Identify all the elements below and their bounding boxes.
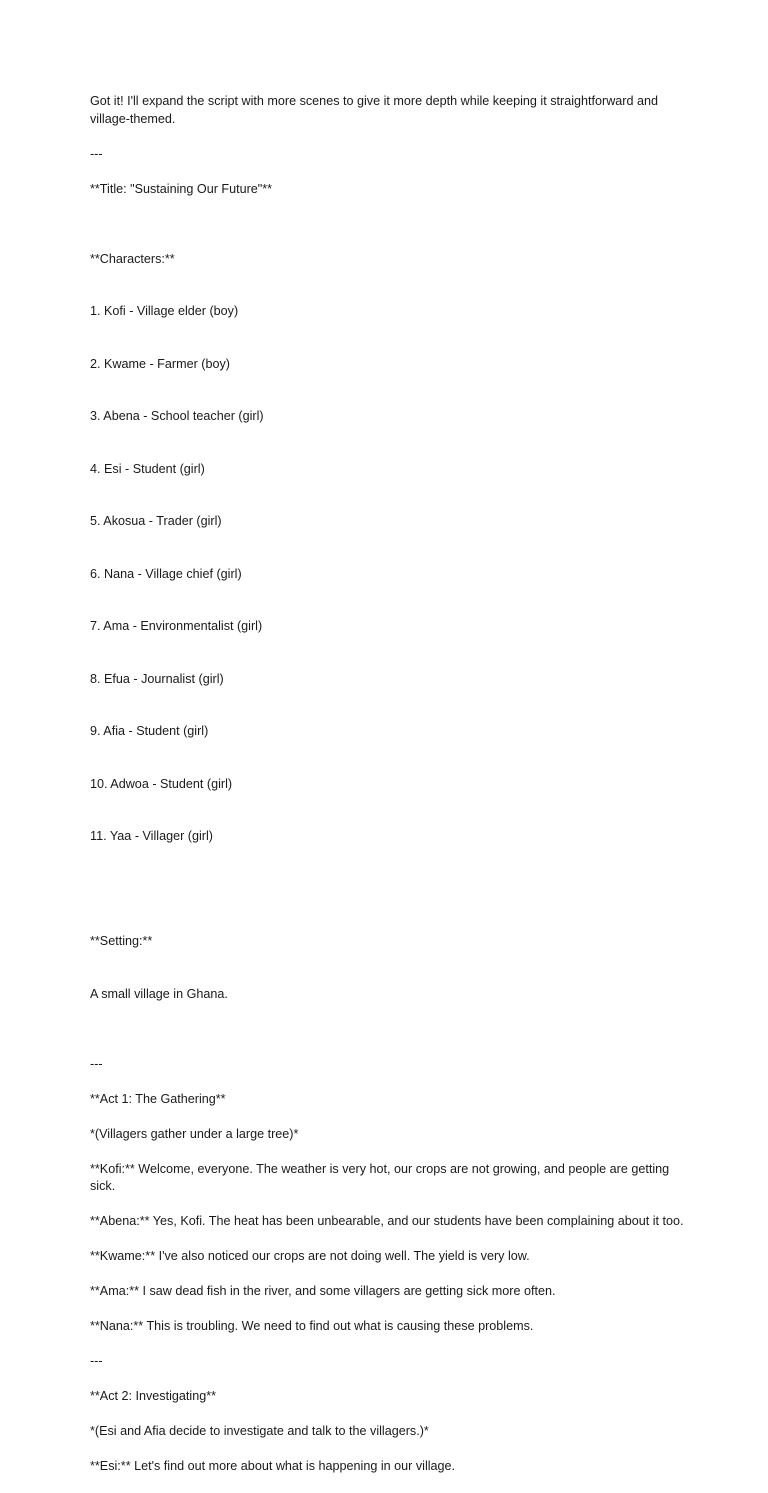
character-item: 5. Akosua - Trader (girl) (90, 514, 222, 528)
character-item: 1. Kofi - Village elder (boy) (90, 304, 239, 318)
characters-heading: **Characters:** (90, 251, 175, 266)
character-item: 6. Nana - Village chief (girl) (90, 566, 242, 581)
separator: --- (90, 1354, 103, 1368)
setting-text: A small village in Ghana. (90, 986, 228, 1001)
character-item: 7. Ama - Environmentalist (girl) (90, 619, 263, 633)
act1-heading: **Act 1: The Gathering** (90, 1091, 226, 1106)
act2-stage-direction: *(Esi and Afia decide to investigate and talk to the villagers.)* (90, 1424, 429, 1438)
character-item: 8. Efua - Journalist (girl) (90, 671, 224, 686)
characters-section (90, 216, 690, 881)
dialogue-line: **Kwame:** I've also noticed our crops are not doing well. The yield is very low. (90, 1249, 530, 1263)
document-page (90, 93, 690, 1493)
character-item: 3. Abena - School teacher (girl) (90, 409, 264, 423)
separator: --- (90, 146, 103, 161)
character-item: 2. Kwame - Farmer (boy) (90, 356, 230, 371)
script-title: **Title: "Sustaining Our Future"** (90, 181, 273, 196)
character-item: 9. Afia - Student (girl) (90, 724, 209, 738)
setting-heading: **Setting:** (90, 934, 153, 948)
intro-text: Got it! I'll expand the script with more scenes to give it more depth while keeping it straightforward and village-themed. (90, 94, 662, 126)
dialogue-line: **Abena:** Yes, Kofi. The heat has been unbearable, and our students have been complaining about it too. (90, 1214, 684, 1228)
dialogue-line: **Nana:** This is troubling. We need to find out what is causing these problems. (90, 1319, 534, 1333)
dialogue-line: **Esi:** Let's find out more about what is happening in our village. (90, 1459, 456, 1473)
dialogue-line: **Kofi:** Welcome, everyone. The weather is very hot, our crops are not growing, and people are getting sick. (90, 1161, 673, 1193)
character-item: 10. Adwoa - Student (girl) (90, 776, 233, 791)
character-item: 4. Esi - Student (girl) (90, 461, 205, 476)
character-item: 11. Yaa - Villager (girl) (90, 829, 213, 843)
separator: --- (90, 1056, 103, 1071)
dialogue-line: **Ama:** I saw dead fish in the river, and some villagers are getting sick more often. (90, 1284, 556, 1298)
setting-section (90, 898, 690, 1038)
act2-heading: **Act 2: Investigating** (90, 1389, 217, 1403)
act1-stage-direction: *(Villagers gather under a large tree)* (90, 1126, 299, 1141)
